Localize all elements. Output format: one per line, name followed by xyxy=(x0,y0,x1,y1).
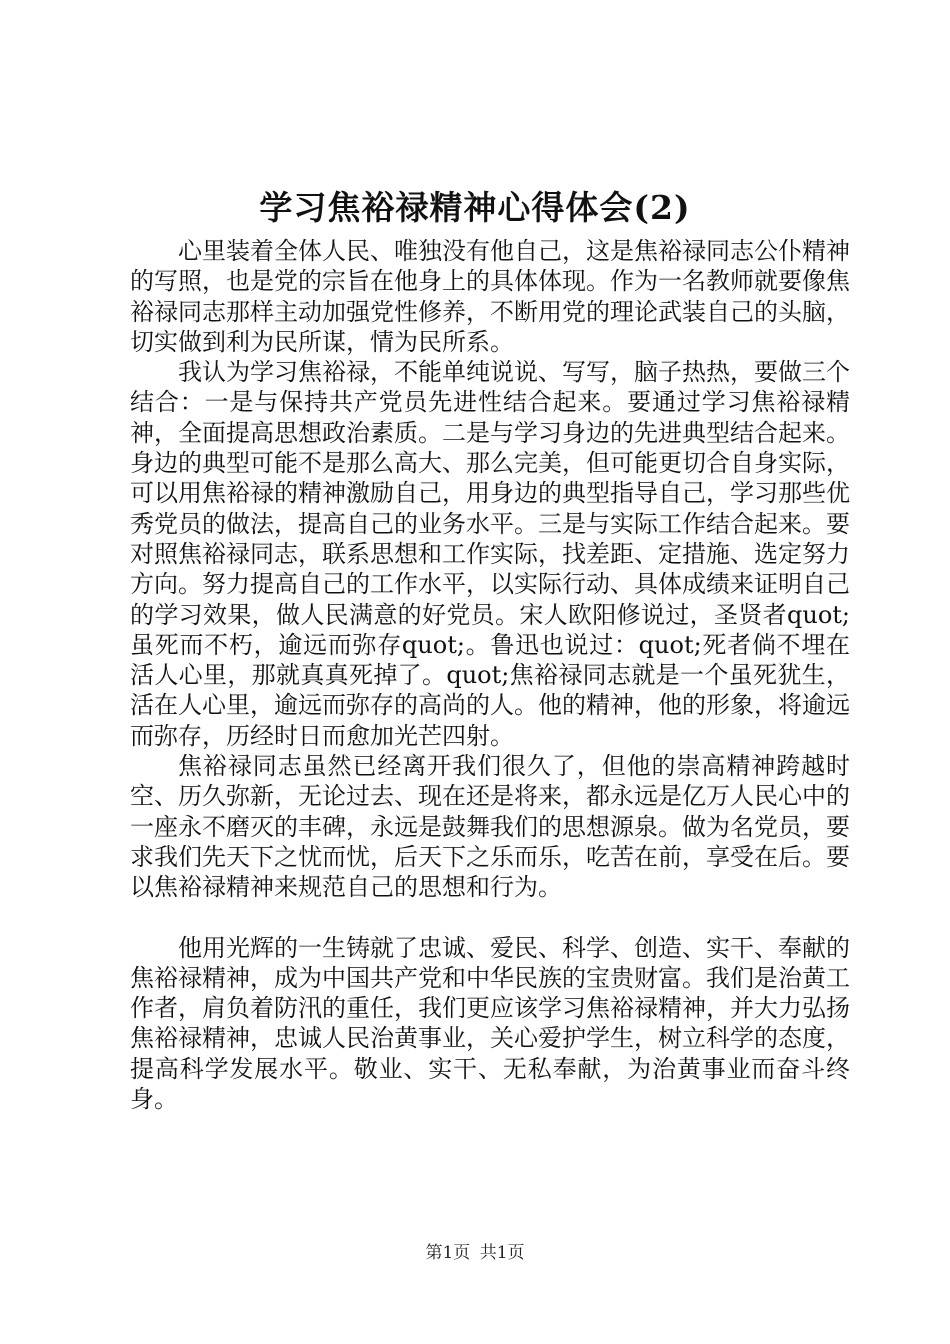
document-title: 学习焦裕禄精神心得体会(2) xyxy=(259,188,691,227)
page-footer xyxy=(0,1242,950,1264)
page-total: 共1页 xyxy=(479,1243,525,1263)
paragraph-3: 焦裕禄同志虽然已经离开我们很久了，但他的崇高精神跨越时空、历久弥新，无论过去、现在还是将来，都永远是亿万人民心中的一座永不磨灭的丰碑，永远是鼓舞我们的思想源泉。做为名党员，要求我们先天下之忧而忧，后天下之乐而乐，吃苦在前，享受在后。要以焦裕禄精神来规范自己的思想和行为。 xyxy=(130,752,850,902)
paragraph-4: 他用光辉的一生铸就了忠诚、爱民、科学、创造、实干、奉献的焦裕禄精神，成为中国共产党和中华民族的宝贵财富。我们是治黄工作者，肩负着防汛的重任，我们更应该学习焦裕禄精神，并大力弘扬焦裕禄精神，忠诚人民治黄事业，关心爱护学生，树立科学的态度，提高科学发展水平。敬业、实干、无私奉献，为治黄事业而奋斗终身。 xyxy=(130,933,850,1114)
paragraph-2: 我认为学习焦裕禄，不能单纯说说、写写，脑子热热，要做三个结合：一是与保持共产党员先进性结合起来。要通过学习焦裕禄精神，全面提高思想政治素质。二是与学习身边的先进典型结合起来。身边的典型可能不是那么高大、那么完美，但可能更切合自身实际，可以用焦裕禄的精神激励自己，用身边的典型指导自己，学习那些优秀党员的做法，提高自己的业务水平。三是与实际工作结合起来。要对照焦裕禄同志，联系思想和工作实际，找差距、定措施、选定努力方向。努力提高自己的工作水平，以实际行动、具体成绩来证明自己的学习效果，做人民满意的好党员。宋人欧阳修说过，圣贤者quot;虽死而不朽，逾远而弥存quot;。鲁迅也说过：quot;死者倘不埋在活人心里，那就真真死掉了。quot;焦裕禄同志就是一个虽死犹生，活在人心里，逾远而弥存的高尚的人。他的精神，他的形象，将逾远而弥存，历经时日而愈加光芒四射。 xyxy=(130,358,850,750)
paragraph-gap xyxy=(130,903,850,933)
paragraph-1: 心里装着全体人民、唯独没有他自己，这是焦裕禄同志公仆精神的写照，也是党的宗旨在他身上的具体体现。作为一名教师就要像焦裕禄同志那样主动加强党性修养，不断用党的理论武装自己的头脑，切实做到利为民所谋，情为民所系。 xyxy=(130,237,850,356)
page-number: 第1页 xyxy=(425,1243,471,1263)
document-body xyxy=(130,236,850,1114)
